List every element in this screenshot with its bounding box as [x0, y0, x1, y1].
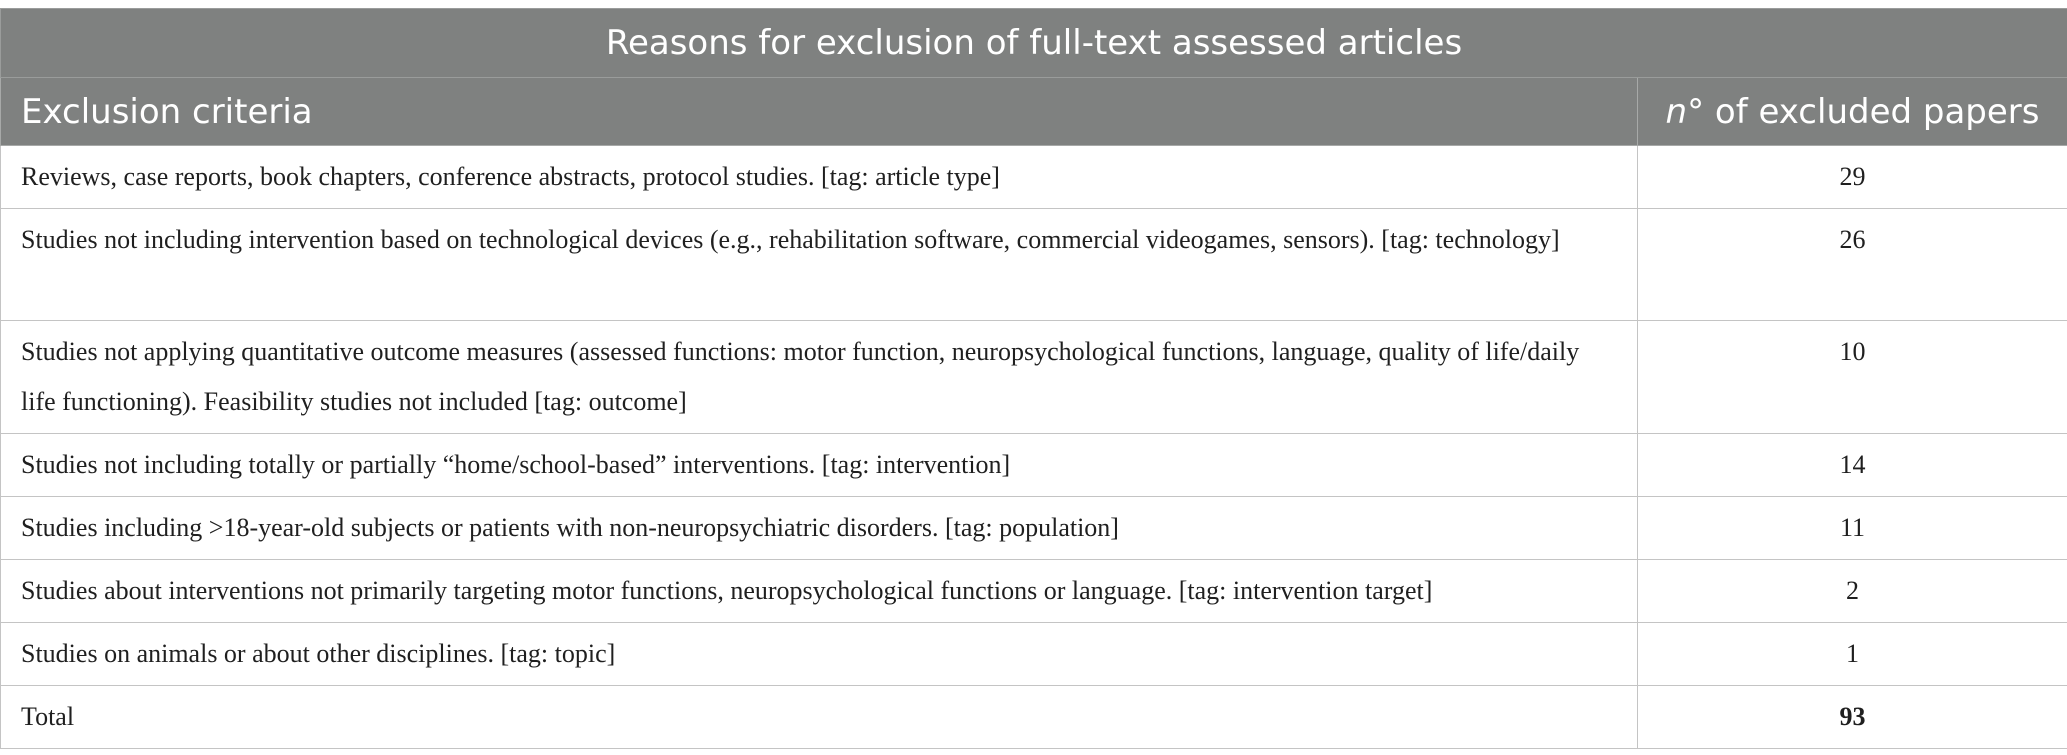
count-cell: 29: [1638, 146, 2067, 209]
table-row: [1, 434, 2067, 497]
count-cell: 10: [1638, 321, 2067, 434]
header-count-label: of excluded papers: [1704, 91, 2040, 132]
table-row: [1, 623, 2067, 686]
table-title-row: [1, 9, 2067, 78]
total-label: Total: [1, 686, 1638, 749]
table-row: [1, 146, 2067, 209]
criteria-cell: Studies not applying quantitative outcome measures (assessed functions: motor function, neuropsychological functions, language, quality of life/daily life functioning). Feasibility studies not included [tag: outcome]: [1, 321, 1638, 434]
criteria-cell: Studies on animals or about other disciplines. [tag: topic]: [1, 623, 1638, 686]
exclusion-table: [0, 8, 2067, 749]
header-exclusion-criteria: Exclusion criteria: [1, 78, 1638, 146]
count-cell: 11: [1638, 497, 2067, 560]
table-row: [1, 560, 2067, 623]
criteria-cell: Studies not including intervention based on technological devices (e.g., rehabilitation software, commercial videogames, sensors). [tag: technology]: [1, 209, 1638, 321]
total-count: 93: [1638, 686, 2067, 749]
count-cell: 14: [1638, 434, 2067, 497]
table-row: [1, 209, 2067, 321]
criteria-cell: Studies not including totally or partially “home/school-based” interventions. [tag: intervention]: [1, 434, 1638, 497]
column-header-row: [1, 78, 2067, 146]
count-cell: 1: [1638, 623, 2067, 686]
exclusion-table-container: [0, 8, 2067, 749]
criteria-cell: Reviews, case reports, book chapters, conference abstracts, protocol studies. [tag: article type]: [1, 146, 1638, 209]
count-cell: 2: [1638, 560, 2067, 623]
table-title: Reasons for exclusion of full-text assessed articles: [1, 9, 2067, 78]
table-row: [1, 321, 2067, 434]
table-row: [1, 497, 2067, 560]
criteria-cell: Studies about interventions not primarily targeting motor functions, neuropsychological functions or language. [tag: intervention target]: [1, 560, 1638, 623]
header-excluded-papers: [1638, 78, 2067, 146]
header-n-symbol: n°: [1665, 91, 1705, 132]
criteria-cell: Studies including >18-year-old subjects or patients with non-neuropsychiatric disorders. [tag: population]: [1, 497, 1638, 560]
total-row: [1, 686, 2067, 749]
count-cell: 26: [1638, 209, 2067, 321]
